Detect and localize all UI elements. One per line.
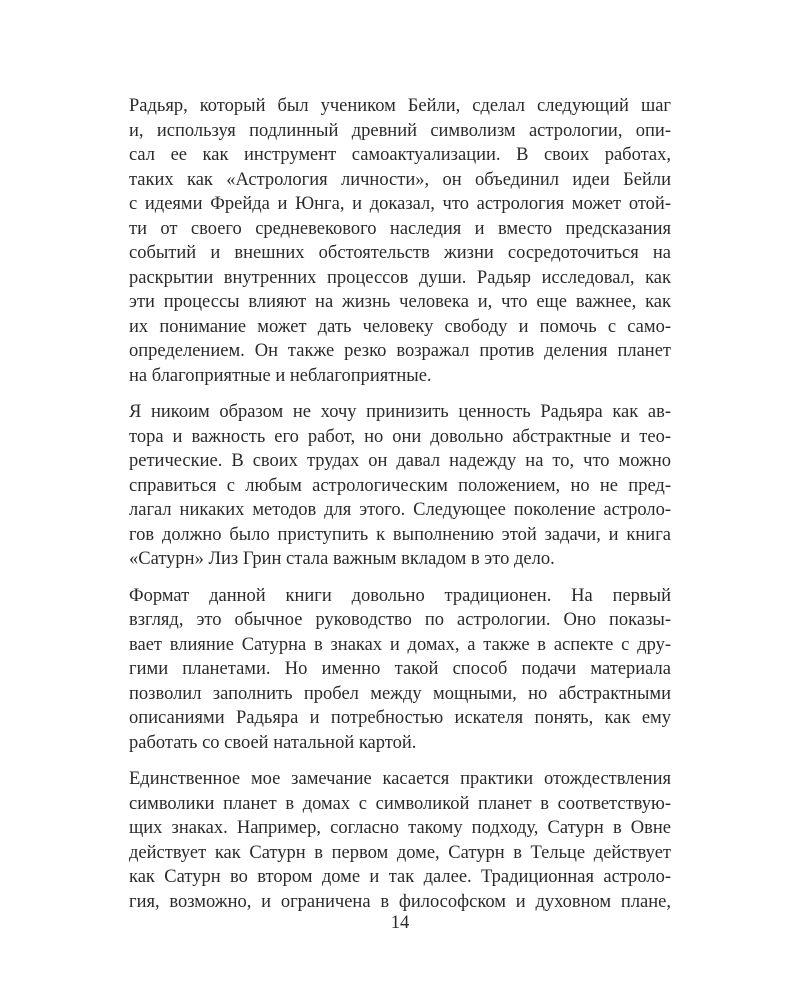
text-line: позволил заполнить пробел между мощными, но абстрактными: [129, 683, 671, 704]
text-line: ти от своего средневекового наследия и вместо предсказания: [129, 218, 671, 239]
text-line: «Сатурн» Лиз Грин стала важным вкладом в это дело.: [129, 549, 555, 569]
text-line: их понимание может дать человеку свободу и помочь с само-: [129, 316, 671, 337]
text-line: и, используя подлинный древний символизм астрологии, опи-: [129, 120, 671, 141]
text-line: раскрытии внутренних процессов души. Радьяр исследовал, как: [129, 267, 671, 288]
text-line: с идеями Фрейда и Юнга, и доказал, что астрология может отой-: [129, 194, 671, 214]
text-line: описаниями Радьяра и потребностью искателя понять, как ему: [129, 708, 671, 728]
text-line: эти процессы влияют на жизнь человека и, что еще важнее, как: [129, 292, 671, 312]
text-line: работать со своей натальной картой.: [129, 732, 417, 753]
text-line: на благоприятные и неблагоприятные.: [129, 365, 432, 386]
text-line: Единственное мое замечание касается практики отождествления: [129, 769, 671, 789]
text-line: вает влияние Сатурна в знаках и домах, а также в аспекте с дру-: [129, 634, 671, 655]
text-line: лагал никаких методов для этого. Следующее поколение астроло-: [129, 500, 671, 520]
text-line: ретические. В своих трудах он давал надежду на то, что можно: [129, 451, 671, 471]
text-line: Я никоим образом не хочу принизить ценность Радьяра как ав-: [129, 402, 671, 422]
paragraph: [129, 584, 671, 756]
text-line: сал ее как инструмент самоактуализации. В своих работах,: [129, 145, 671, 165]
paragraph: [129, 400, 671, 572]
text-line: справиться с любым астрологическим положением, но не пред-: [129, 475, 671, 496]
text-line: определением. Он также резко возражал против деления планет: [129, 341, 671, 361]
text-line: взгляд, это обычное руководство по астрологии. Оно показы-: [129, 610, 671, 630]
text-line: гими планетами. Но именно такой способ подачи материала: [129, 659, 671, 679]
text-line: Радьяр, который был учеником Бейли, сделал следующий шаг: [129, 96, 671, 116]
body-text: [129, 94, 671, 926]
text-line: символики планет в домах с символикой планет в соответствую-: [129, 793, 671, 814]
text-line: щих знаках. Например, согласно такому подходу, Сатурн в Овне: [129, 818, 671, 838]
text-line: действует как Сатурн в первом доме, Сатурн в Тельце действует: [129, 842, 671, 863]
text-line: как Сатурн во втором доме и так далее. Традиционная астроло-: [129, 867, 671, 887]
text-line: таких как «Астрология личности», он объединил идеи Бейли: [129, 169, 671, 190]
paragraph: [129, 767, 671, 914]
text-line: гов должно было приступить к выполнению этой задачи, и книга: [129, 524, 671, 545]
text-line: Формат данной книги довольно традиционен. На первый: [129, 585, 671, 606]
page-number: 14: [390, 913, 410, 933]
text-line: гия, возможно, и ограничена в философском и духовном плане,: [129, 891, 671, 912]
text-line: тора и важность его работ, но они довольно абстрактные и тео-: [129, 426, 671, 447]
paragraph: [129, 94, 671, 388]
text-line: событий и внешних обстоятельств жизни сосредоточиться на: [129, 243, 671, 263]
